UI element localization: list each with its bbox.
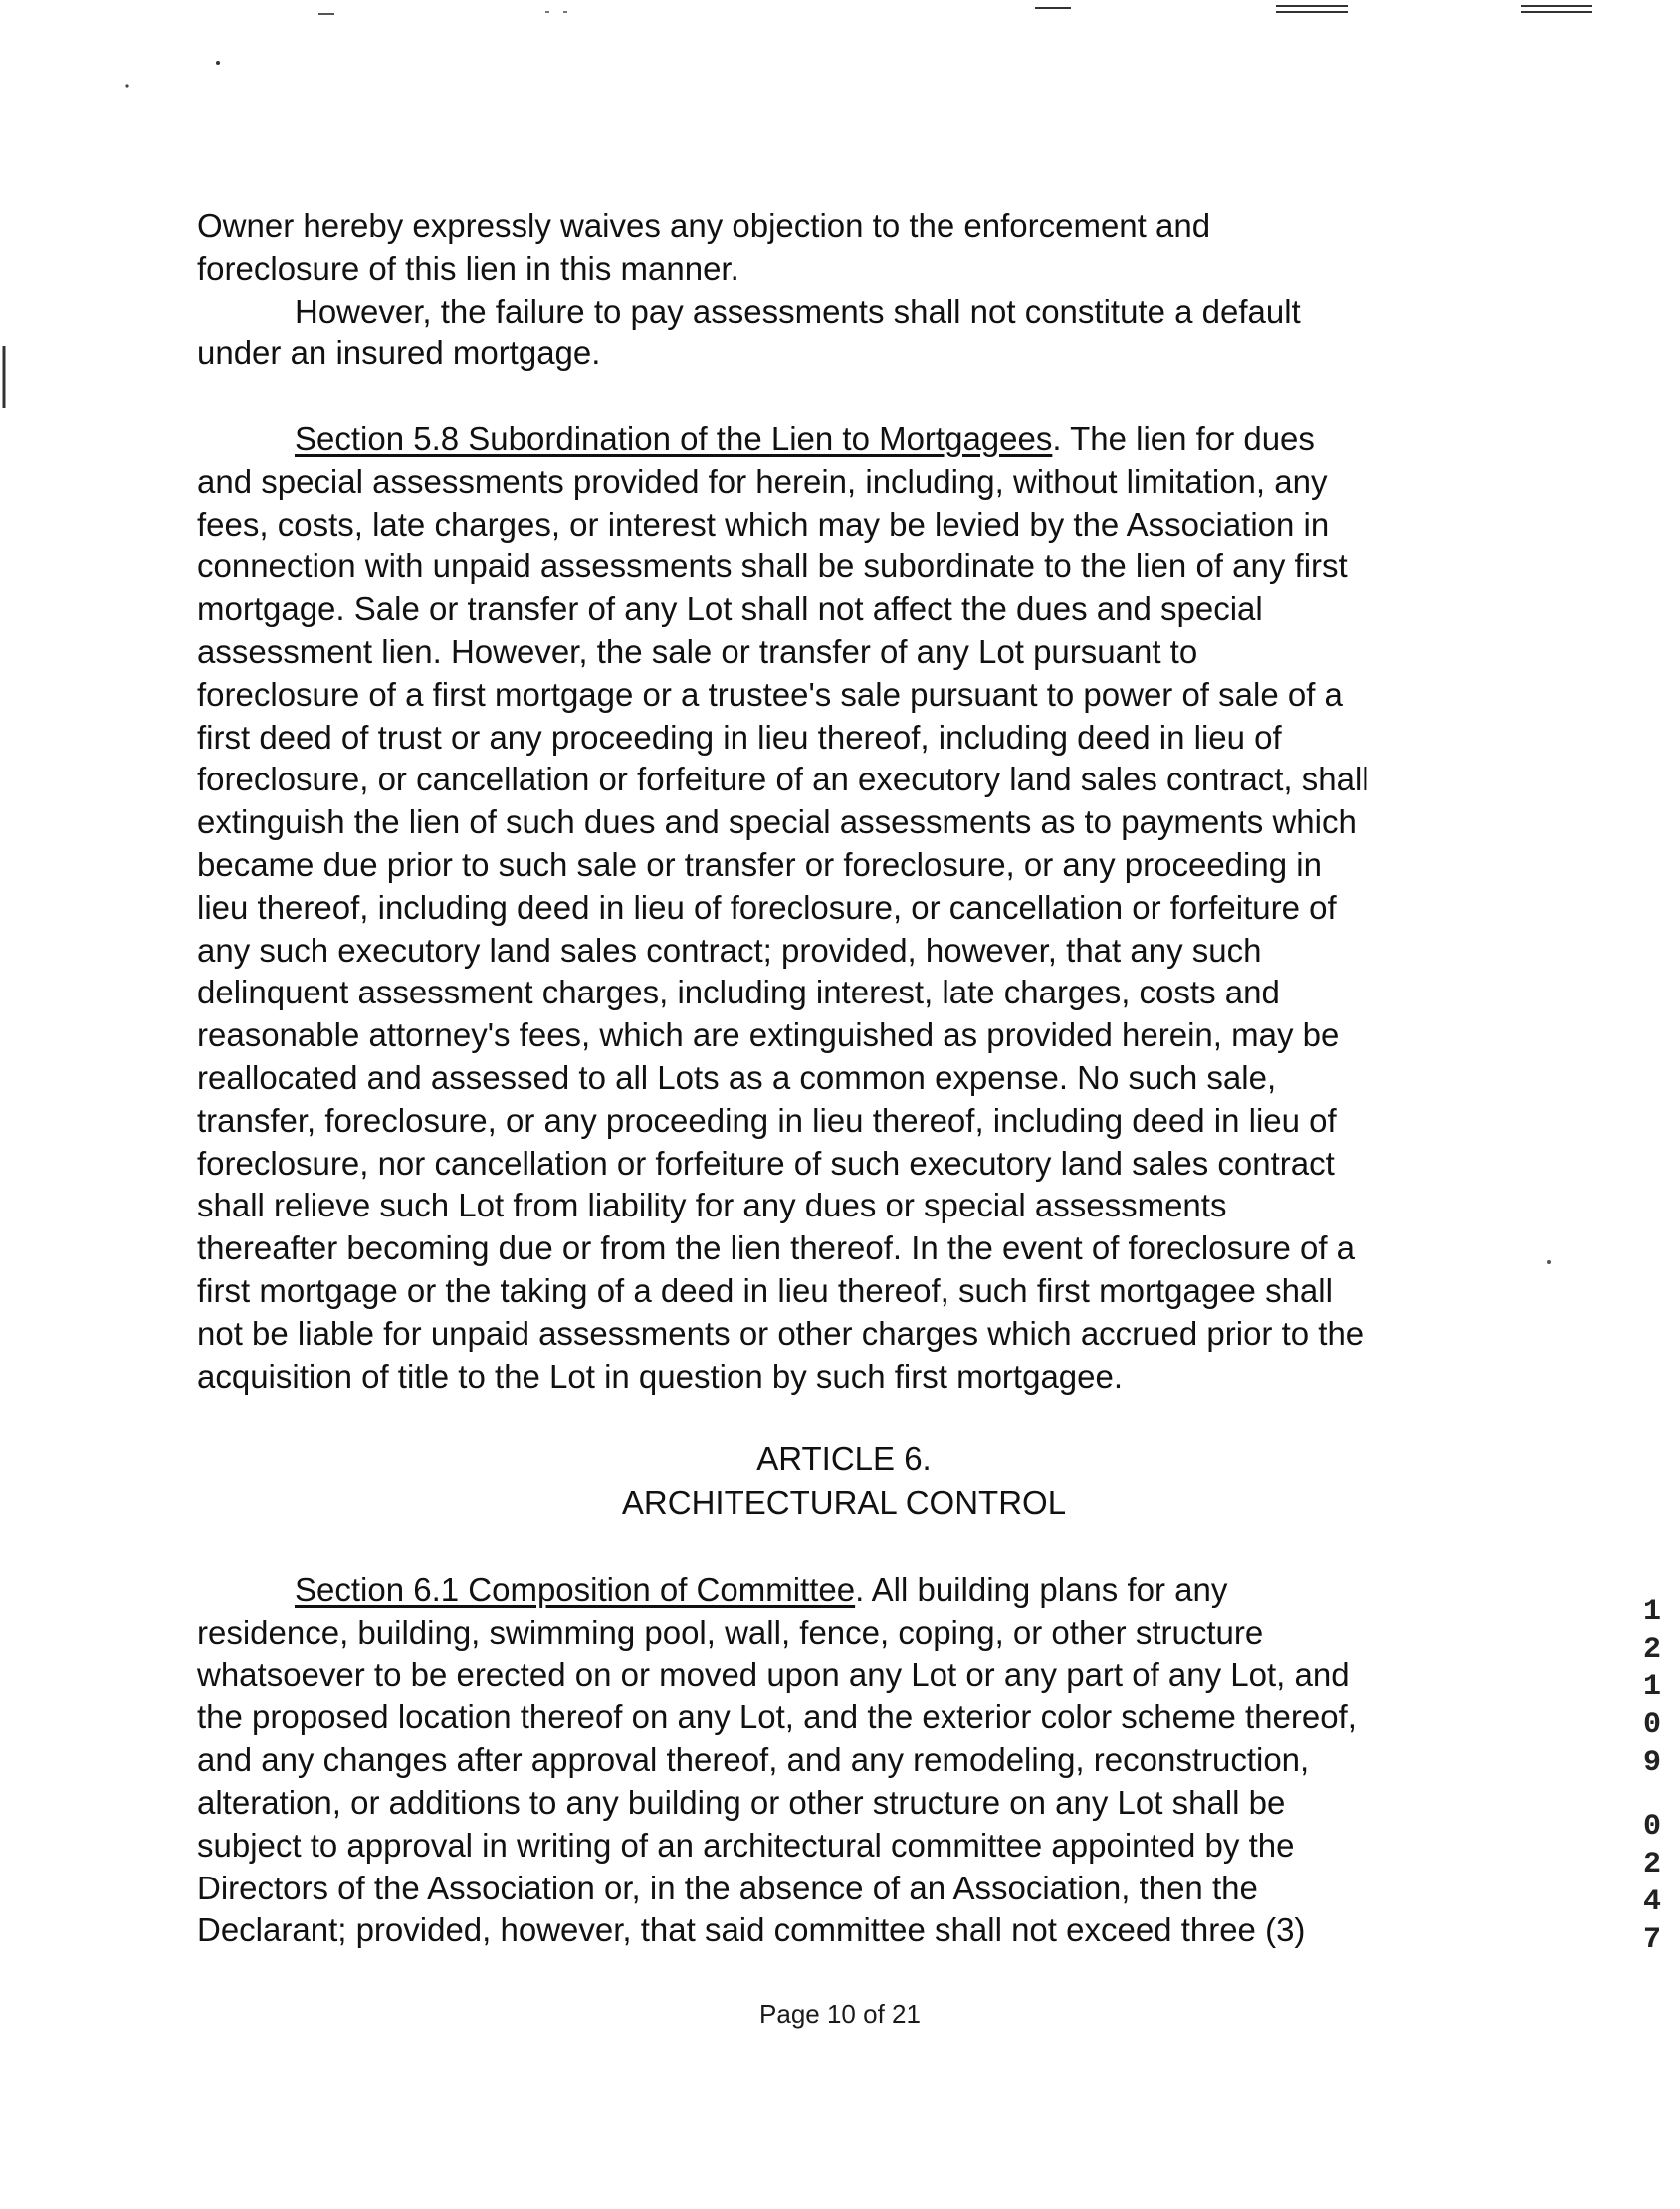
text-line: whatsoever to be erected on or moved upon any Lot or any part of any Lot, and — [197, 1656, 1350, 1693]
text-line: under an insured mortgage. — [197, 334, 601, 372]
section-6-1-paragraph — [197, 1569, 1521, 1952]
text-line: acquisition of title to the Lot in question by such first mortgagee. — [197, 1357, 1124, 1395]
text-line: Directors of the Association or, in the absence of an Association, then the — [197, 1869, 1258, 1906]
text-line: foreclosure, or cancellation or forfeiture of an executory land sales contract, shall — [197, 761, 1369, 798]
stamp-digit: 1 — [1642, 1670, 1661, 1704]
stamp-digit: 0 — [1642, 1810, 1661, 1844]
text-line: fees, costs, late charges, or interest which may be levied by the Association in — [197, 505, 1330, 543]
article-title: ARCHITECTURAL CONTROL — [621, 1484, 1067, 1521]
stamp-digit: 1 — [1642, 1595, 1661, 1629]
text-line: mortgage. Sale or transfer of any Lot shall not affect the dues and special — [197, 590, 1263, 628]
text-line: reasonable attorney's fees, which are extinguished as provided herein, may be — [197, 1016, 1340, 1054]
text-line: assessment lien. However, the sale or transfer of any Lot pursuant to — [197, 632, 1198, 670]
text-line: residence, building, swimming pool, wall, fence, coping, or other structure — [197, 1613, 1264, 1651]
text-line: alteration, or additions to any building or other structure on any Lot shall be — [197, 1783, 1286, 1821]
text-fragment: . The lien for dues — [1052, 420, 1315, 457]
section-6-1-heading: Section 6.1 Composition of Committee — [295, 1571, 856, 1608]
text-line: shall relieve such Lot from liability for any dues or special assessments — [197, 1187, 1227, 1224]
page-number: Page 10 of 21 — [759, 1999, 921, 2029]
stamp-gap — [1632, 1782, 1672, 1808]
text-line: connection with unpaid assessments shall be subordinate to the lien of any first — [197, 548, 1348, 585]
section-5-8-paragraph — [197, 418, 1521, 1398]
section-heading-line — [197, 418, 1521, 461]
text-line: delinquent assessment charges, including interest, late charges, costs and — [197, 974, 1280, 1011]
text-line: foreclosure, nor cancellation or forfeiture of such executory land sales contract — [197, 1144, 1335, 1182]
text-line: and special assessments provided for herein, including, without limitation, any — [197, 462, 1328, 500]
text-line: became due prior to such sale or transfer or foreclosure, or any proceeding in — [197, 845, 1322, 883]
top-paragraph — [197, 205, 1521, 375]
text-line: and any changes after approval thereof, and any remodeling, reconstruction, — [197, 1741, 1310, 1779]
text-line: However, the failure to pay assessments shall not constitute a default — [295, 292, 1301, 330]
stamp-digit: 2 — [1642, 1848, 1661, 1881]
text-line: transfer, foreclosure, or any proceeding in lieu thereof, including deed in lieu of — [197, 1101, 1337, 1139]
article-number: ARTICLE 6. — [756, 1440, 932, 1477]
stamp-digit: 0 — [1642, 1708, 1661, 1742]
text-line: first deed of trust or any proceeding in lieu thereof, including deed in lieu of — [197, 718, 1282, 756]
text-line: reallocated and assessed to all Lots as a common expense. No such sale, — [197, 1058, 1277, 1096]
text-line: thereafter becoming due or from the lien thereof. In the event of foreclosure of a — [197, 1229, 1356, 1267]
stamp-digit: 7 — [1642, 1923, 1661, 1957]
section-heading-line — [197, 1569, 1521, 1612]
text-line: Declarant; provided, however, that said committee shall not exceed three (3) — [197, 1911, 1306, 1949]
recording-number-stamp — [1632, 1593, 1672, 1959]
text-line: extinguish the lien of such dues and special assessments as to payments which — [197, 803, 1357, 841]
section-5-8-heading: Section 5.8 Subordination of the Lien to Mortgagees — [295, 420, 1053, 457]
text-line: Owner hereby expressly waives any objection to the enforcement and — [197, 207, 1211, 244]
text-line: any such executory land sales contract; provided, however, that any such — [197, 931, 1262, 969]
text-line: foreclosure of a first mortgage or a trustee's sale pursuant to power of sale of a — [197, 675, 1343, 713]
stamp-digit: 9 — [1642, 1746, 1661, 1780]
text-line: lieu thereof, including deed in lieu of foreclosure, or cancellation or forfeiture of — [197, 888, 1337, 926]
text-line: foreclosure of this lien in this manner. — [197, 249, 739, 287]
text-line: subject to approval in writing of an architectural committee appointed by the — [197, 1826, 1295, 1864]
text-line: first mortgage or the taking of a deed in lieu thereof, such first mortgagee shall — [197, 1271, 1333, 1309]
stamp-digit: 4 — [1642, 1885, 1661, 1919]
text-fragment: . All building plans for any — [855, 1571, 1228, 1608]
text-line: not be liable for unpaid assessments or other charges which accrued prior to the — [197, 1314, 1365, 1352]
text-line: the proposed location thereof on any Lot, and the exterior color scheme thereof, — [197, 1698, 1357, 1736]
article-heading — [197, 1437, 1521, 1525]
stamp-digit: 2 — [1642, 1633, 1661, 1666]
